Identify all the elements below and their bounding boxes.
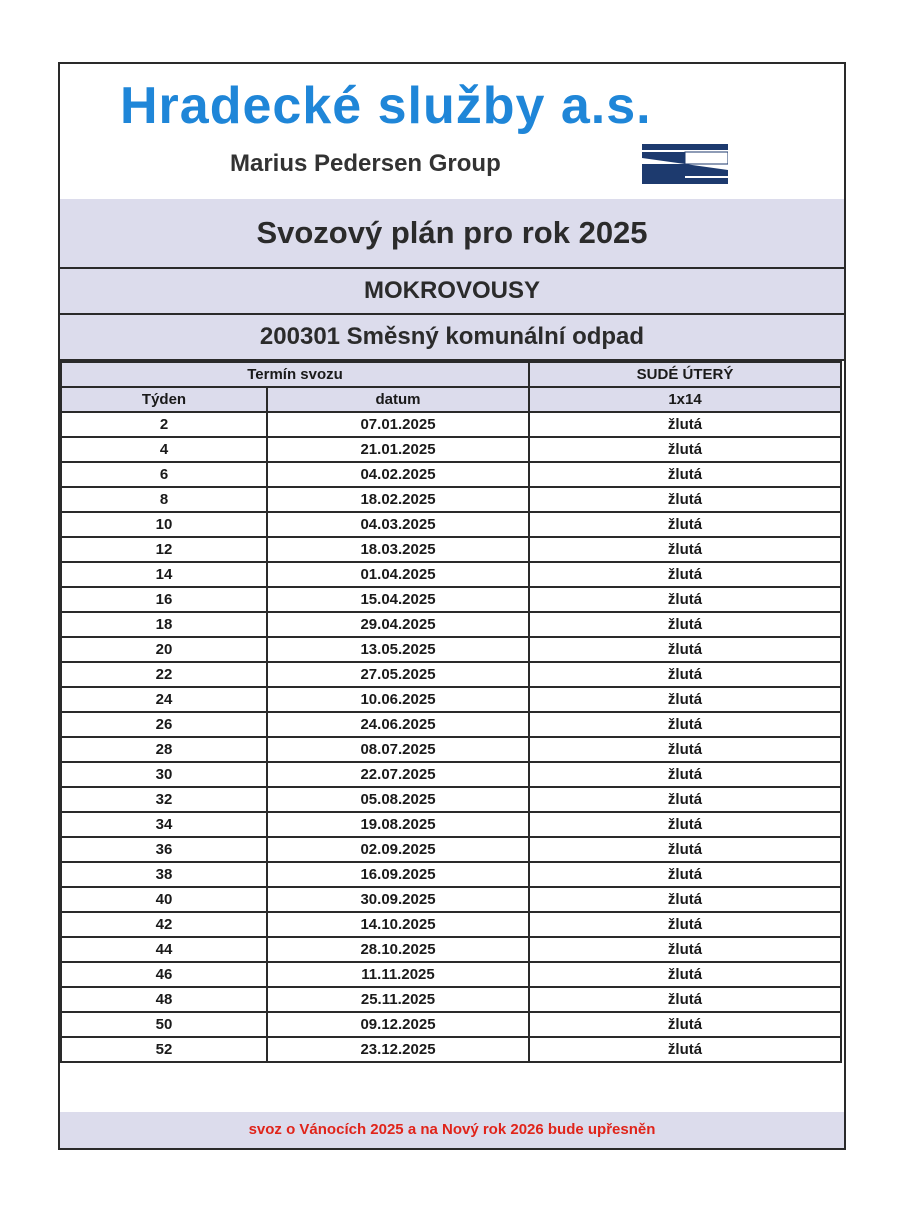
table-row (61, 687, 841, 712)
bin-color-cell: žlutá (529, 737, 841, 762)
week-cell: 10 (61, 512, 267, 537)
company-header (60, 64, 844, 201)
bin-color-cell: žlutá (529, 937, 841, 962)
table-row (61, 787, 841, 812)
table-row (61, 437, 841, 462)
date-cell: 08.07.2025 (267, 737, 529, 762)
date-cell: 05.08.2025 (267, 787, 529, 812)
date-cell: 09.12.2025 (267, 1012, 529, 1037)
company-name: Hradecké služby a.s. (120, 77, 652, 135)
term-header: Termín svozu (61, 362, 529, 387)
bin-color-cell: žlutá (529, 887, 841, 912)
table-row (61, 462, 841, 487)
date-cell: 18.02.2025 (267, 487, 529, 512)
week-cell: 20 (61, 637, 267, 662)
schedule-table (60, 361, 842, 1063)
bin-color-cell: žlutá (529, 662, 841, 687)
date-column-header: datum (267, 387, 529, 412)
week-cell: 44 (61, 937, 267, 962)
bin-color-cell: žlutá (529, 462, 841, 487)
date-cell: 15.04.2025 (267, 587, 529, 612)
week-cell: 52 (61, 1037, 267, 1062)
week-cell: 8 (61, 487, 267, 512)
table-row (61, 537, 841, 562)
date-cell: 24.06.2025 (267, 712, 529, 737)
week-cell: 50 (61, 1012, 267, 1037)
plan-title: Svozový plán pro rok 2025 (60, 199, 844, 269)
table-row (61, 862, 841, 887)
week-cell: 34 (61, 812, 267, 837)
table-row (61, 712, 841, 737)
week-cell: 26 (61, 712, 267, 737)
bin-color-cell: žlutá (529, 487, 841, 512)
week-cell: 4 (61, 437, 267, 462)
bin-color-cell: žlutá (529, 837, 841, 862)
location-name: MOKROVOUSY (60, 269, 844, 315)
week-cell: 22 (61, 662, 267, 687)
date-cell: 30.09.2025 (267, 887, 529, 912)
week-cell: 6 (61, 462, 267, 487)
table-row (61, 1012, 841, 1037)
bin-color-cell: žlutá (529, 687, 841, 712)
table-header-row-1 (61, 362, 841, 387)
week-cell: 42 (61, 912, 267, 937)
table-row (61, 412, 841, 437)
week-cell: 46 (61, 962, 267, 987)
week-cell: 40 (61, 887, 267, 912)
date-cell: 21.01.2025 (267, 437, 529, 462)
schedule-header: SUDÉ ÚTERÝ (529, 362, 841, 387)
bin-color-cell: žlutá (529, 862, 841, 887)
table-row (61, 912, 841, 937)
bin-color-cell: žlutá (529, 912, 841, 937)
bin-color-cell: žlutá (529, 962, 841, 987)
date-cell: 02.09.2025 (267, 837, 529, 862)
week-cell: 12 (61, 537, 267, 562)
bin-color-cell: žlutá (529, 762, 841, 787)
table-row (61, 587, 841, 612)
bin-color-cell: žlutá (529, 987, 841, 1012)
table-row (61, 962, 841, 987)
bin-color-cell: žlutá (529, 712, 841, 737)
bin-color-cell: žlutá (529, 537, 841, 562)
date-cell: 04.03.2025 (267, 512, 529, 537)
week-cell: 2 (61, 412, 267, 437)
date-cell: 28.10.2025 (267, 937, 529, 962)
bin-color-cell: žlutá (529, 562, 841, 587)
date-cell: 13.05.2025 (267, 637, 529, 662)
table-row (61, 937, 841, 962)
table-row (61, 637, 841, 662)
frequency-cell: 1x14 (529, 387, 841, 412)
bin-color-cell: žlutá (529, 612, 841, 637)
date-cell: 18.03.2025 (267, 537, 529, 562)
date-cell: 14.10.2025 (267, 912, 529, 937)
bin-color-cell: žlutá (529, 437, 841, 462)
week-cell: 14 (61, 562, 267, 587)
date-cell: 10.06.2025 (267, 687, 529, 712)
table-row (61, 662, 841, 687)
date-cell: 11.11.2025 (267, 962, 529, 987)
bin-color-cell: žlutá (529, 787, 841, 812)
week-cell: 16 (61, 587, 267, 612)
group-name: Marius Pedersen Group (230, 150, 501, 177)
table-row (61, 812, 841, 837)
date-cell: 01.04.2025 (267, 562, 529, 587)
bin-color-cell: žlutá (529, 637, 841, 662)
table-row (61, 1037, 841, 1062)
bin-color-cell: žlutá (529, 512, 841, 537)
week-column-header: Týden (61, 387, 267, 412)
week-cell: 30 (61, 762, 267, 787)
week-cell: 38 (61, 862, 267, 887)
date-cell: 29.04.2025 (267, 612, 529, 637)
date-cell: 23.12.2025 (267, 1037, 529, 1062)
date-cell: 27.05.2025 (267, 662, 529, 687)
bin-color-cell: žlutá (529, 587, 841, 612)
table-row (61, 837, 841, 862)
week-cell: 32 (61, 787, 267, 812)
week-cell: 36 (61, 837, 267, 862)
week-cell: 48 (61, 987, 267, 1012)
footer-note: svoz o Vánocích 2025 a na Nový rok 2026 bude upřesněn (60, 1112, 844, 1148)
date-cell: 19.08.2025 (267, 812, 529, 837)
week-cell: 24 (61, 687, 267, 712)
date-cell: 16.09.2025 (267, 862, 529, 887)
table-row (61, 987, 841, 1012)
date-cell: 07.01.2025 (267, 412, 529, 437)
date-cell: 25.11.2025 (267, 987, 529, 1012)
date-cell: 04.02.2025 (267, 462, 529, 487)
week-cell: 28 (61, 737, 267, 762)
table-row (61, 512, 841, 537)
marius-pedersen-flag-logo-icon (642, 144, 728, 184)
collection-plan-sheet (58, 62, 846, 1150)
bin-color-cell: žlutá (529, 812, 841, 837)
bin-color-cell: žlutá (529, 1037, 841, 1062)
bin-color-cell: žlutá (529, 1012, 841, 1037)
table-row (61, 762, 841, 787)
table-row (61, 487, 841, 512)
table-row (61, 562, 841, 587)
date-cell: 22.07.2025 (267, 762, 529, 787)
table-header-row-2 (61, 387, 841, 412)
week-cell: 18 (61, 612, 267, 637)
table-row (61, 612, 841, 637)
table-row (61, 737, 841, 762)
waste-type: 200301 Směsný komunální odpad (60, 315, 844, 361)
bin-color-cell: žlutá (529, 412, 841, 437)
table-row (61, 887, 841, 912)
